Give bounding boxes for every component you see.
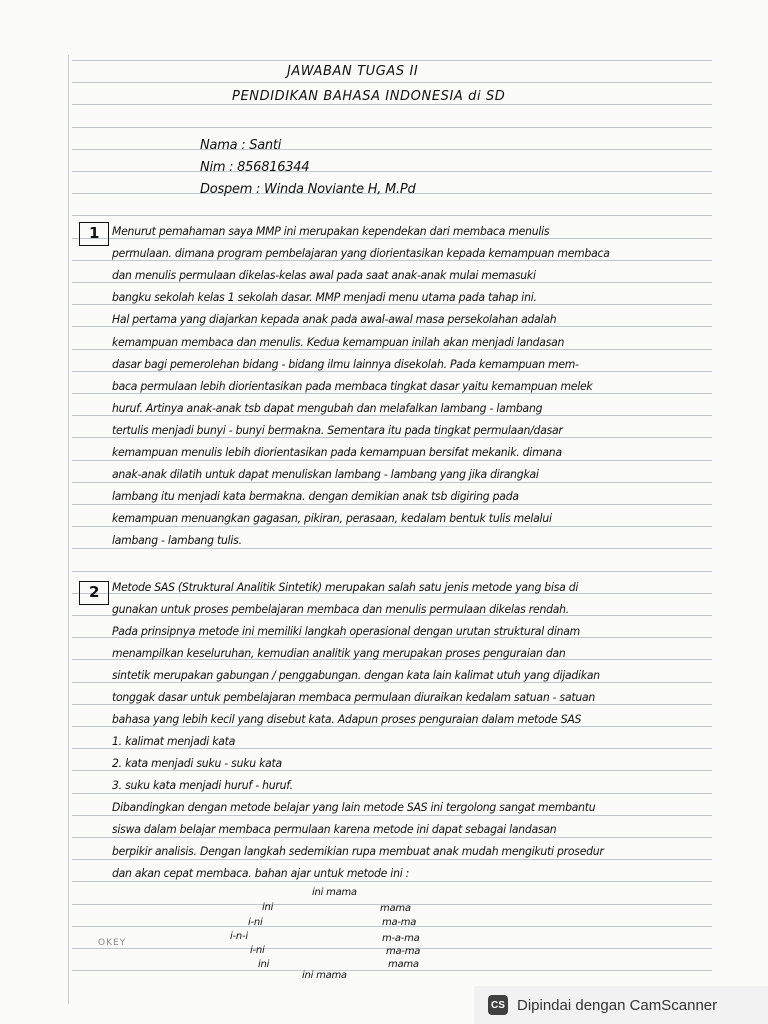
handwritten-line: tonggak dasar untuk pembelajaran membaca permulaan diuraikan kedalam satuan - satuan [112, 691, 596, 704]
ruled-line [72, 238, 712, 239]
handwritten-line: lambang itu menjadi kata bermakna. dengan demikian anak tsb digiring pada [112, 490, 519, 503]
diagram-item: ini mama [302, 970, 347, 981]
handwritten-line: Dibandingkan dengan metode belajar yang lain metode SAS ini tergolong sangat membantu [112, 801, 596, 814]
ruled-line [72, 82, 712, 83]
ruled-line [72, 726, 712, 727]
ruled-line [72, 127, 712, 128]
ruled-line [72, 526, 712, 527]
ruled-line [72, 437, 712, 438]
ruled-line [72, 171, 712, 172]
diagram-item: mama [388, 959, 419, 970]
handwritten-line: dasar bagi pemerolehan bidang - bidang ilmu lainnya disekolah. Pada kemampuan mem- [112, 358, 579, 371]
ruled-line [72, 504, 712, 505]
handwritten-line: Menurut pemahaman saya MMP ini merupakan kependekan dari membaca menulis [112, 225, 550, 238]
handwritten-line: dan akan cepat membaca. bahan ajar untuk metode ini : [112, 867, 410, 880]
diagram-item: mama [380, 903, 411, 914]
handwritten-line: menampilkan keseluruhan, kemudian analitik yang merupakan proses penguraian dan [112, 647, 566, 660]
diagram-item: i-ni [250, 945, 265, 956]
camscanner-label: Dipindai dengan CamScanner [517, 996, 718, 1014]
ruled-line [72, 393, 712, 394]
supervisor-name: Dospem : Winda Noviante H, M.Pd [200, 182, 416, 197]
handwritten-line: Hal pertama yang diajarkan kepada anak pada awal-awal masa persekolahan adalah [112, 313, 557, 326]
diagram-item: i-ni [248, 917, 263, 928]
handwritten-line: 3. suku kata menjadi huruf - huruf. [112, 779, 293, 792]
handwritten-line: tertulis menjadi bunyi - bunyi bermakna. Sementara itu pada tingkat permulaan/dasar [112, 424, 563, 437]
handwritten-line: bahasa yang lebih kecil yang disebut kata. Adapun proses penguraian dalam metode SAS [112, 713, 582, 726]
ruled-line [72, 837, 712, 838]
ruled-line [72, 371, 712, 372]
handwritten-line: kemampuan menuangkan gagasan, pikiran, perasaan, kedalam bentuk tulis melalui [112, 512, 552, 525]
ruled-line [72, 104, 712, 105]
ruled-line [72, 793, 712, 794]
handwritten-line: anak-anak dilatih untuk dapat menuliskan lambang - lambang yang jika dirangkai [112, 468, 539, 481]
ruled-line [72, 970, 712, 971]
ruled-line [72, 215, 712, 216]
diagram-item: ini mama [312, 887, 357, 898]
page-title: JAWABAN TUGAS II [287, 64, 419, 79]
handwritten-line: berpikir analisis. Dengan langkah sedemikian rupa membuat anak mudah mengikuti prosedur [112, 845, 604, 858]
student-nim: Nim : 856816344 [200, 160, 310, 175]
ruled-line [72, 770, 712, 771]
ruled-line [72, 260, 712, 261]
ruled-line [72, 748, 712, 749]
handwritten-line: siswa dalam belajar membaca permulaan karena metode ini dapat sebagai landasan [112, 823, 557, 836]
handwritten-line: Metode SAS (Struktural Analitik Sintetik) merupakan salah satu jenis metode yang bisa di [112, 581, 579, 594]
question-1-number: 1 [89, 224, 100, 242]
ruled-line [72, 815, 712, 816]
diagram-item: i-n-i [230, 931, 248, 942]
ruled-line [72, 482, 712, 483]
handwritten-line: sintetik merupakan gabungan / penggabungan. dengan kata lain kalimat utuh yang dijadikan [112, 669, 600, 682]
diagram-item: ini [262, 902, 274, 913]
ruled-line [72, 415, 712, 416]
ruled-line [72, 881, 712, 882]
camscanner-watermark [474, 986, 768, 1024]
student-name: Nama : Santi [200, 138, 282, 153]
paper-brand-mark: OKEY [98, 938, 127, 948]
camscanner-logo-icon: CS [488, 995, 508, 1015]
handwritten-line: permulaan. dimana program pembelajaran yang diorientasikan kepada kemampuan membaca [112, 247, 610, 260]
diagram-item: ma-ma [386, 946, 421, 957]
diagram-item: ma-ma [382, 917, 417, 928]
page-subtitle: PENDIDIKAN BAHASA INDONESIA di SD [232, 89, 506, 104]
ruled-line [72, 548, 712, 549]
ruled-line [72, 326, 712, 327]
ruled-line [72, 460, 712, 461]
handwritten-line: kemampuan membaca dan menulis. Kedua kemampuan inilah akan menjadi landasan [112, 336, 565, 349]
handwritten-line: huruf. Artinya anak-anak tsb dapat mengubah dan melafalkan lambang - lambang [112, 402, 543, 415]
page-margin-line [68, 55, 69, 1004]
handwritten-line: dan menulis permulaan dikelas-kelas awal pada saat anak-anak mulai memasuki [112, 269, 536, 282]
question-2-number: 2 [89, 583, 100, 601]
ruled-line [72, 304, 712, 305]
diagram-item: m-a-ma [382, 933, 420, 944]
handwritten-line: Pada prinsipnya metode ini memiliki langkah operasional dengan urutan struktural dinam [112, 625, 580, 638]
ruled-line [72, 149, 712, 150]
handwritten-line: kemampuan menulis lebih diorientasikan pada kemampuan bersifat mekanik. dimana [112, 446, 562, 459]
handwritten-line: gunakan untuk proses pembelajaran membaca dan menulis permulaan dikelas rendah. [112, 603, 569, 616]
ruled-line [72, 571, 712, 572]
ruled-line [72, 60, 712, 61]
handwritten-line: 1. kalimat menjadi kata [112, 735, 236, 748]
ruled-line [72, 282, 712, 283]
ruled-line [72, 349, 712, 350]
ruled-line [72, 682, 712, 683]
handwritten-line: lambang - lambang tulis. [112, 534, 242, 547]
diagram-item: ini [258, 959, 270, 970]
handwritten-line: baca permulaan lebih diorientasikan pada membaca tingkat dasar yaitu kemampuan melek [112, 380, 593, 393]
ruled-line [72, 704, 712, 705]
handwritten-line: 2. kata menjadi suku - suku kata [112, 757, 282, 770]
handwritten-line: bangku sekolah kelas 1 sekolah dasar. MMP menjadi menu utama pada tahap ini. [112, 291, 537, 304]
ruled-line [72, 859, 712, 860]
